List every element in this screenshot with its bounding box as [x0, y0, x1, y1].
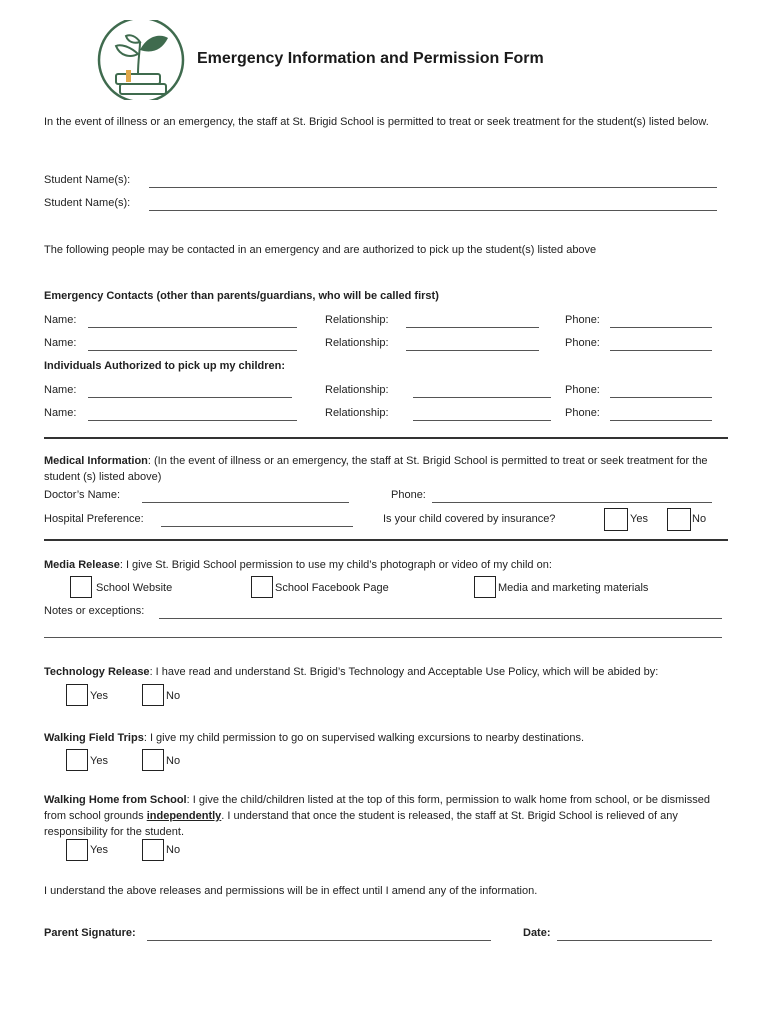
contact-name-label: Name:	[44, 337, 77, 349]
doctor-name-field[interactable]	[142, 502, 349, 503]
field-trips-no-checkbox[interactable]	[142, 749, 164, 771]
contact-phone-field[interactable]	[610, 327, 712, 328]
contact-phone-label: Phone:	[565, 337, 600, 349]
medical-info-text	[44, 453, 730, 485]
walking-home-no-label: No	[166, 844, 181, 856]
media-heading: Media Release	[44, 559, 120, 571]
technology-no-checkbox[interactable]	[142, 684, 164, 706]
walking-home-emphasis: independently	[146, 810, 222, 822]
walking-home-text	[44, 792, 730, 840]
media-website-label: School Website	[96, 582, 173, 594]
field-trips-heading: Walking Field Trips	[44, 732, 144, 744]
technology-description: : I have read and understand St. Brigid’s Technology and Acceptable Use Policy, which will be abided by:	[149, 666, 659, 678]
walking-home-description-continued: . I understand that once the student is released, the staff at St. Brigid School is relieved of any responsibility for the student.	[44, 810, 678, 838]
contact-relationship-field[interactable]	[406, 327, 539, 328]
plant-on-books-icon	[96, 20, 186, 100]
walking-home-yes-checkbox[interactable]	[66, 839, 88, 861]
technology-yes-checkbox[interactable]	[66, 684, 88, 706]
authorized-pickup-heading: Individuals Authorized to pick up my children:	[44, 360, 286, 372]
field-trips-yes-label: Yes	[90, 755, 108, 767]
media-facebook-label: School Facebook Page	[275, 582, 389, 594]
date-field[interactable]	[557, 940, 712, 941]
medical-heading: Medical Information	[44, 455, 148, 467]
student-name-label-2: Student Name(s):	[44, 197, 131, 209]
walking-home-heading: Walking Home from School	[44, 794, 187, 806]
doctor-phone-field[interactable]	[432, 502, 712, 503]
contact-relationship-label: Relationship:	[325, 314, 389, 326]
pickup-relationship-field[interactable]	[413, 397, 551, 398]
media-marketing-checkbox[interactable]	[474, 576, 496, 598]
pickup-phone-label: Phone:	[565, 384, 600, 396]
media-website-checkbox[interactable]	[70, 576, 92, 598]
field-trips-no-label: No	[166, 755, 181, 767]
pickup-relationship-field[interactable]	[413, 420, 551, 421]
technology-release-text	[44, 666, 658, 678]
emergency-contacts-heading: Emergency Contacts (other than parents/guardians, who will be called first)	[44, 290, 439, 302]
pickup-relationship-label: Relationship:	[325, 407, 389, 419]
technology-heading: Technology Release	[44, 666, 150, 678]
closing-statement: I understand the above releases and permissions will be in effect until I amend any of the information.	[44, 885, 538, 897]
intro-text: In the event of illness or an emergency, the staff at St. Brigid School is permitted to treat or seek treatment for the student(s) listed below.	[44, 116, 709, 128]
media-release-text	[44, 559, 552, 571]
hospital-preference-label: Hospital Preference:	[44, 513, 144, 525]
school-logo	[96, 20, 186, 100]
insurance-question: Is your child covered by insurance?	[383, 513, 556, 525]
section-divider	[44, 539, 728, 541]
student-name-field-1[interactable]	[149, 187, 717, 188]
student-name-field-2[interactable]	[149, 210, 717, 211]
technology-no-label: No	[166, 690, 181, 702]
contact-name-field[interactable]	[88, 350, 297, 351]
walking-home-yes-label: Yes	[90, 844, 108, 856]
media-facebook-checkbox[interactable]	[251, 576, 273, 598]
insurance-yes-checkbox[interactable]	[604, 508, 628, 531]
contact-relationship-label: Relationship:	[325, 337, 389, 349]
medical-description: : (In the event of illness or an emergency, the staff at St. Brigid School is permitted to treat or seek treatment for the student (s) listed above)	[44, 455, 708, 483]
pickup-name-field[interactable]	[88, 420, 297, 421]
section-divider	[44, 437, 728, 439]
insurance-no-label: No	[692, 513, 707, 525]
contact-phone-label: Phone:	[565, 314, 600, 326]
form-title: Emergency Information and Permission Form	[197, 50, 544, 67]
insurance-no-checkbox[interactable]	[667, 508, 691, 531]
pickup-phone-label: Phone:	[565, 407, 600, 419]
parent-signature-label: Parent Signature:	[44, 927, 136, 939]
notes-field-continued[interactable]	[44, 637, 722, 638]
parent-signature-field[interactable]	[147, 940, 491, 941]
pickup-phone-field[interactable]	[610, 420, 712, 421]
contact-relationship-field[interactable]	[406, 350, 539, 351]
media-description: : I give St. Brigid School permission to use my child’s photograph or video of my child on:	[119, 559, 552, 571]
pickup-relationship-label: Relationship:	[325, 384, 389, 396]
doctor-name-label: Doctor’s Name:	[44, 489, 121, 501]
contact-phone-field[interactable]	[610, 350, 712, 351]
date-label: Date:	[523, 927, 551, 939]
notes-field[interactable]	[159, 618, 722, 619]
technology-yes-label: Yes	[90, 690, 108, 702]
contact-name-field[interactable]	[88, 327, 297, 328]
notes-label: Notes or exceptions:	[44, 605, 145, 617]
student-name-label-1: Student Name(s):	[44, 174, 131, 186]
pickup-name-label: Name:	[44, 384, 77, 396]
pickup-name-field[interactable]	[88, 397, 292, 398]
insurance-yes-label: Yes	[630, 513, 648, 525]
field-trips-text	[44, 732, 584, 744]
field-trips-description: : I give my child permission to go on supervised walking excursions to nearby destinations.	[143, 732, 585, 744]
walking-home-description: : I give the child/children listed at the top of this form, permission to walk home from school, or be dismissed from school grounds	[44, 794, 710, 822]
pickup-name-label: Name:	[44, 407, 77, 419]
pickup-phone-field[interactable]	[610, 397, 712, 398]
media-marketing-label: Media and marketing materials	[498, 582, 649, 594]
hospital-preference-field[interactable]	[161, 526, 353, 527]
walking-home-no-checkbox[interactable]	[142, 839, 164, 861]
contacts-intro: The following people may be contacted in an emergency and are authorized to pick up the student(s) listed above	[44, 244, 597, 256]
field-trips-yes-checkbox[interactable]	[66, 749, 88, 771]
contact-name-label: Name:	[44, 314, 77, 326]
doctor-phone-label: Phone:	[391, 489, 426, 501]
